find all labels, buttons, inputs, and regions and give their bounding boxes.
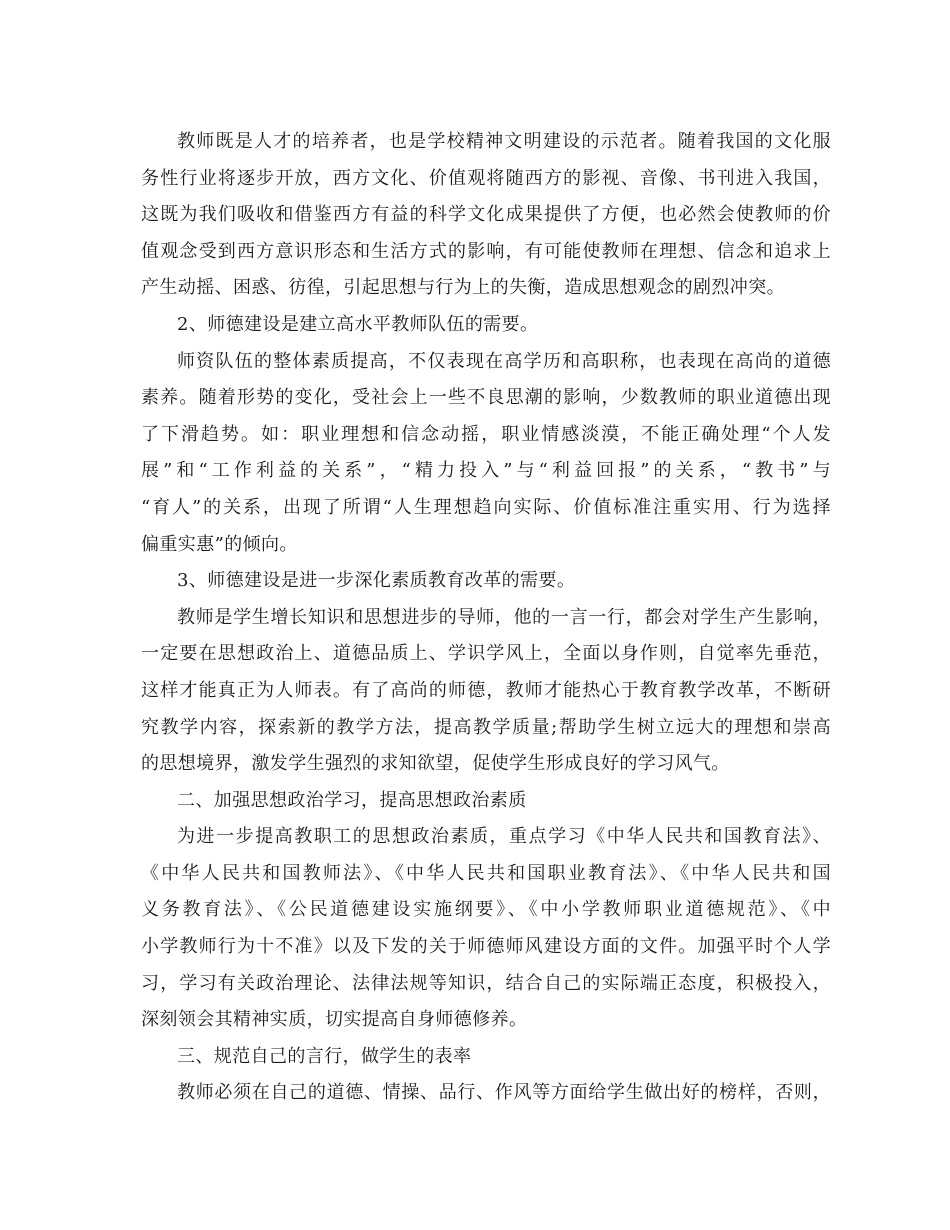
paragraph-line: 深刻领会其精神实质，切实提高自身师德修养。 (141, 1009, 528, 1031)
paragraph-line: 的思想境界，激发学生强烈的求知欲望，促使学生形成良好的学习风气。 (141, 753, 730, 775)
paragraph-line: 教师必须在自己的道德、情操、品行、作风等方面给学生做出好的榜样，否则， (177, 1082, 831, 1104)
paragraph-line: 产生动摇、困惑、彷徨，引起思想与行为上的失衡，造成思想观念的剧烈冲突。 (141, 277, 785, 299)
paragraph-line: 这既为我们吸收和借鉴西方有益的科学文化成果提供了方便，也必然会使教师的价 (141, 204, 831, 226)
paragraph-line: 这样才能真正为人师表。有了高尚的师德，教师才能热心于教育教学改革，不断研 (141, 679, 831, 701)
paragraph-line: “育人”的关系，出现了所谓“人生理想趋向实际、价值标准注重实用、行为选择 (141, 496, 831, 518)
section-heading: 二、加强思想政治学习，提高思想政治素质 (177, 789, 527, 811)
paragraph-line: 了下滑趋势。如：职业理想和信念动摇，职业情感淡漠，不能正确处理“个人发 (141, 423, 831, 445)
paragraph-line: 师资队伍的整体素质提高，不仅表现在高学历和高职称，也表现在高尚的道德 (177, 350, 831, 372)
paragraph-line: 《中华人民共和国教师法》、《中华人民共和国职业教育法》、《中华人民共和国 (141, 862, 831, 884)
paragraph-line: 小学教师行为十不准》以及下发的关于师德师风建设方面的文件。加强平时个人学 (141, 936, 831, 958)
paragraph-line: 展”和“工作利益的关系”，“精力投入”与“利益回报”的关系，“教书”与 (141, 460, 831, 482)
paragraph-line: 究教学内容，探索新的教学方法，提高教学质量;帮助学生树立远大的理想和崇高 (141, 716, 831, 738)
paragraph-line: 值观念受到西方意识形态和生活方式的影响，有可能使教师在理想、信念和追求上 (141, 240, 831, 262)
paragraph-line: 教师是学生增长知识和思想进步的导师，他的一言一行，都会对学生产生影响， (177, 606, 831, 628)
section-heading: 2、师德建设是建立高水平教师队伍的需要。 (177, 313, 539, 335)
section-heading: 3、师德建设是进一步深化素质教育改革的需要。 (177, 570, 576, 592)
paragraph-line: 务性行业将逐步开放，西方文化、价值观将随西方的影视、音像、书刊进入我国， (141, 167, 831, 189)
paragraph-line: 为进一步提高教职工的思想政治素质，重点学习《中华人民共和国教育法》、 (177, 826, 831, 848)
paragraph-line: 义务教育法》、《公民道德建设实施纲要》、《中小学教师职业道德规范》、《中 (141, 899, 831, 921)
paragraph-line: 教师既是人才的培养者，也是学校精神文明建设的示范者。随着我国的文化服 (177, 131, 831, 152)
paragraph-line: 一定要在思想政治上、道德品质上、学识学风上，全面以身作则，自觉率先垂范， (141, 643, 831, 665)
document-body (141, 124, 831, 1112)
section-heading: 三、规范自己的言行，做学生的表率 (177, 1045, 472, 1067)
paragraph-line: 习，学习有关政治理论、法律法规等知识，结合自己的实际端正态度，积极投入， (141, 972, 831, 994)
paragraph-line: 偏重实惠”的倾向。 (141, 533, 298, 555)
paragraph-line: 素养。随着形势的变化，受社会上一些不良思潮的影响，少数教师的职业道德出现 (141, 387, 831, 409)
